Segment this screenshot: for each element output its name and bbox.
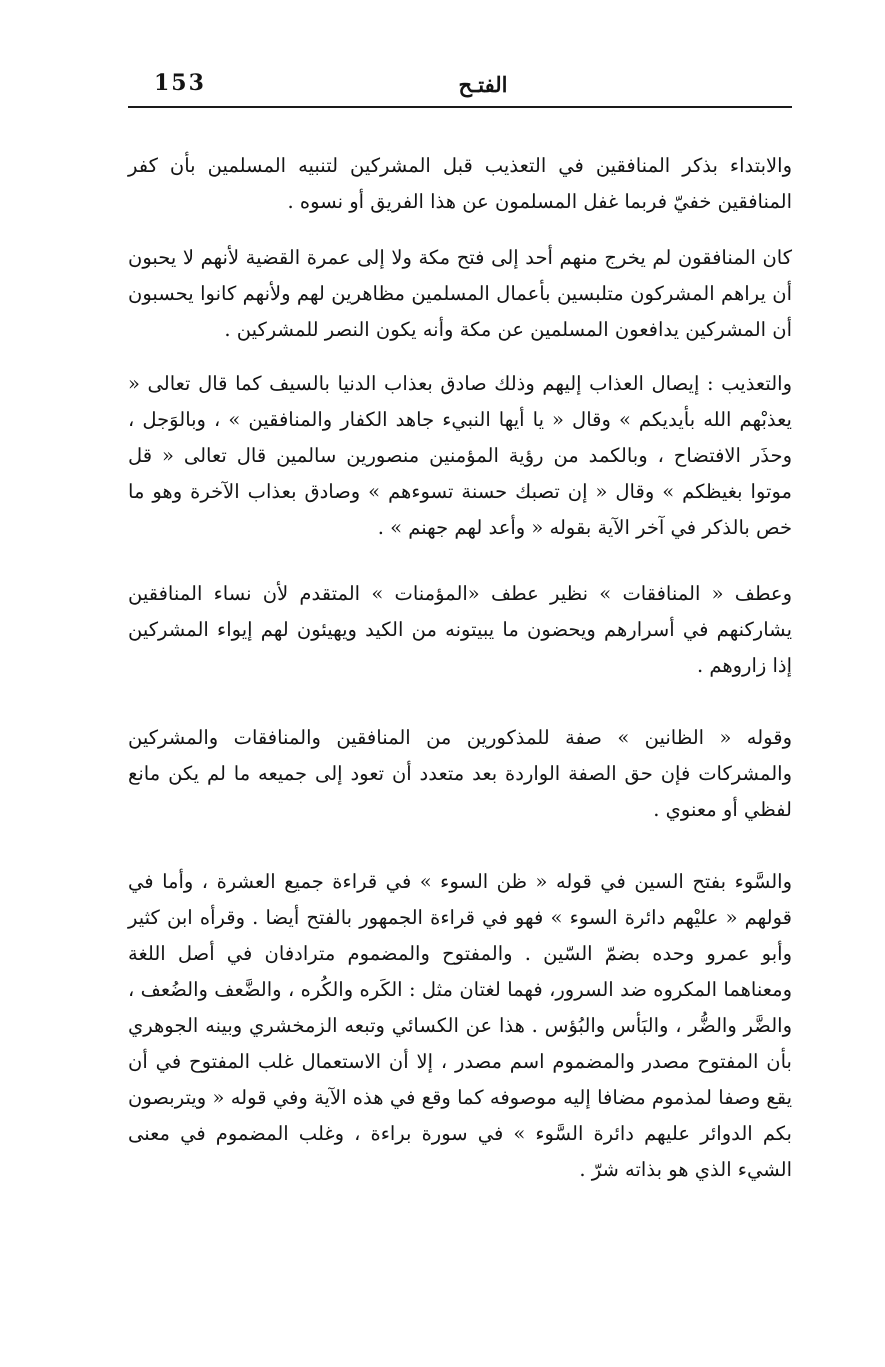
paragraph: كان المنافقون لم يخرج منهم أحد إلى فتح مكة ولا إلى عمرة القضية لأنهم لا يحبون أن يراهم المشركون متلبسين بأعمال المسلمين مظاهرين لهم ولأنهم كانوا يحسبون أن المشركين يدافعون المسلمين عن مكة وأنه يكون النصر للمشركين . — [128, 246, 792, 341]
page-number: 153 — [154, 70, 206, 96]
body-text — [128, 148, 792, 1188]
page-header — [128, 66, 792, 102]
paragraph: والسَّوء بفتح السين في قوله « ظن السوء » في قراءة جميع العشرة ، وأما في قولهم « عليْهم دائرة السوء » فهو في قراءة الجمهور بالفتح أيضا . وقرأه ابن كثير وأبو عمرو وحده بضمّ السّين . والمفتوح والمضموم مترادفان في أصل اللغة ومعناهما المكروه ضد السرور، فهما لغتان مثل : الكَره والكُره ، والضَّعف والضُعف ، والضَّر والضُّر ، والبَأس والبُؤس . هذا عن الكسائي وتبعه الزمخشري وبينه الجوهري بأن المفتوح مصدر والمضموم اسم مصدر ، إلا أن الاستعمال غلب المفتوح في أن يقع وصفا لمذموم مضافا إليه موصوفه كما وقع في هذه الآية وفي قوله « ويتربصون بكم الدوائر عليهم دائرة السَّوء » في سورة براءة ، وغلب المضموم في معنى الشيء الذي هو بذاته شرّ . — [128, 870, 792, 1181]
header-rule — [128, 106, 792, 108]
paragraph: والتعذيب : إيصال العذاب إليهم وذلك صادق بعذاب الدنيا بالسيف كما قال تعالى « يعذبْهم الله بأيديكم » وقال « يا أيها النبيء جاهد الكفار والمنافقين » ، وبالوَجل ، وحذَر الافتضاح ، وبالكمد من رؤية المؤمنين منصورين سالمين قال تعالى « قل موتوا بغيظكم » وقال « إن تصبك حسنة تسوءهم » وصادق بعذاب الآخرة وهو ما خص بالذكر في آخر الآية بقوله « وأعد لهم جهنم » . — [128, 372, 792, 539]
running-title: الفتـح — [458, 72, 508, 97]
paragraph: وقوله « الظانين » صفة للمذكورين من المنافقين والمنافقات والمشركين والمشركات فإن حق الصفة الواردة بعد متعدد أن تعود إلى جميعه ما لم يكن مانع لفظي أو معنوي . — [128, 726, 792, 821]
paragraph: وعطف « المنافقات » نظير عطف «المؤمنات » المتقدم لأن نساء المنافقين يشاركنهم في أسرارهم ويحضون ما يبيتونه من الكيد ويهيئون لهم إيواء المشركين إذا زاروهم . — [128, 582, 792, 677]
paragraph: والابتداء بذكر المنافقين في التعذيب قبل المشركين لتنبيه المسلمين بأن كفر المنافقين خفيّ فربما غفل المسلمون عن هذا الفريق أو نسوه . — [128, 154, 792, 213]
